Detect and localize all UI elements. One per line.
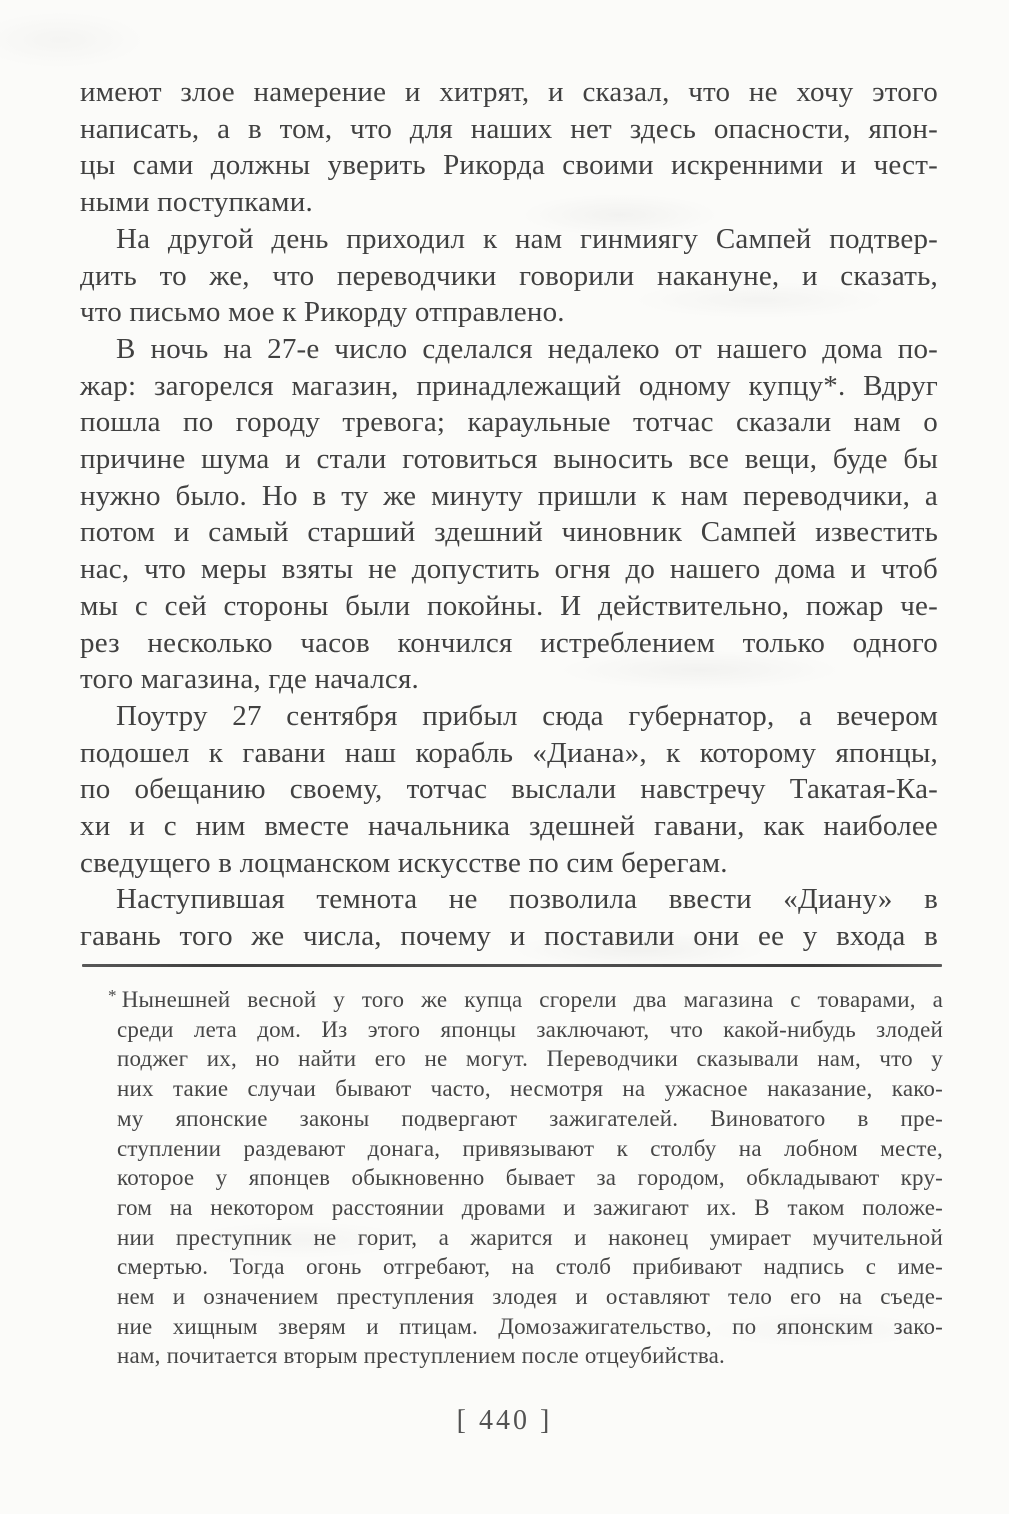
text-line: что письмо мое к Рикорду отправлено. bbox=[80, 296, 565, 329]
footnote-separator-rule bbox=[82, 964, 942, 967]
text-line: жар: загорелся магазин, принадлежащий одному купцу*. Вдруг bbox=[80, 369, 938, 402]
footnote-line: нем и означением преступления злодея и оставляют тело его на съеде- bbox=[117, 1284, 943, 1310]
text-line: причине шума и стали готовиться выносить все вещи, буде бы bbox=[80, 443, 938, 476]
footnote-line: среди лета дом. Из этого японцы заключают, что какой-нибудь злодей bbox=[117, 1016, 943, 1042]
text-line: ными поступками. bbox=[80, 186, 313, 219]
paragraph bbox=[80, 881, 938, 954]
text-line: На другой день приходил к нам гинмиягу Сампей подтвер- bbox=[116, 222, 938, 255]
text-line: В ночь на 27-е число сделался недалеко от нашего дома по- bbox=[116, 332, 938, 365]
body-text bbox=[80, 74, 938, 955]
text-line: цы сами должны уверить Рикорда своими искренними и чест- bbox=[80, 149, 938, 182]
text-line: того магазина, где начался. bbox=[80, 663, 419, 696]
text-line: пошла по городу тревога; караульные тотчас сказали нам о bbox=[80, 406, 938, 439]
text-line: потом и самый старший здешний чиновник Сампей известить bbox=[80, 516, 938, 549]
text-line: сведущего в лоцманском искусстве по сим берегам. bbox=[80, 846, 728, 879]
text-line: хи и с ним вместе начальника здешней гавани, как наиболее bbox=[80, 810, 938, 843]
text-line: рез несколько часов кончился истреблением только одного bbox=[80, 626, 938, 659]
footnote-line: них такие случаи бывают часто, несмотря на ужасное наказание, како- bbox=[117, 1076, 943, 1102]
text-line: подошел к гавани наш корабль «Диана», к которому японцы, bbox=[80, 736, 938, 769]
footnote-text bbox=[108, 981, 943, 1371]
text-line: мы с сей стороны были покойны. И действительно, пожар че- bbox=[80, 589, 938, 622]
footnote-line: смертью. Тогда огонь отгребают, на столб прибивают надпись с име- bbox=[117, 1254, 943, 1280]
footnote-line: ступлении раздевают донага, привязывают к столбу на лобном месте, bbox=[117, 1135, 943, 1161]
page-number: [ 440 ] bbox=[456, 1405, 553, 1436]
text-line: Поутру 27 сентября прибыл сюда губернатор, а вечером bbox=[116, 699, 938, 732]
footnote-line: му японские законы подвергают зажигателей. Виноватого в пре- bbox=[117, 1105, 943, 1131]
footnote-line: * Нынешней весной у того же купца сгорели два магазина с товарами, а bbox=[117, 981, 943, 1015]
text-line: по обещанию своему, тотчас выслали навстречу Такатая-Ка- bbox=[80, 773, 938, 806]
footnote-line: нии преступник не горит, а жарится и наконец умирает мучительной bbox=[117, 1224, 943, 1250]
footnote-line: ние хищным зверям и птицам. Домозажигательство, по японским зако- bbox=[117, 1313, 943, 1339]
paragraph bbox=[80, 221, 938, 331]
text-line: Наступившая темнота не позволила ввести «Диану» в bbox=[116, 883, 938, 916]
footnote-line: которое у японцев обыкновенно бывает за городом, обкладывают кру- bbox=[117, 1165, 943, 1191]
text-line: имеют злое намерение и хитрят, и сказал, что не хочу этого bbox=[80, 76, 938, 108]
paragraph bbox=[80, 74, 938, 221]
text-line: гавань того же числа, почему и поставили они ее у входа в bbox=[80, 920, 938, 953]
text-line: нас, что меры взяты не допустить огня до нашего дома и чтоб bbox=[80, 553, 938, 586]
footnote-line: нам, почитается вторым преступлением после отцеубийства. bbox=[117, 1343, 725, 1369]
text-line: нужно было. Но в ту же минуту пришли к нам переводчики, а bbox=[80, 479, 938, 512]
text-line: дить то же, что переводчики говорили накануне, и сказать, bbox=[80, 259, 938, 292]
text-line: написать, а в том, что для наших нет здесь опасности, япон- bbox=[80, 112, 938, 145]
paragraph bbox=[80, 698, 938, 882]
footnote-line: гом на некотором расстоянии дровами и зажигают их. В таком положе- bbox=[117, 1194, 943, 1220]
paragraph bbox=[80, 331, 938, 698]
footnote-asterisk-marker: * bbox=[108, 986, 117, 1005]
footnote-line: поджег их, но найти его не могут. Переводчики сказывали нам, что у bbox=[117, 1046, 943, 1072]
